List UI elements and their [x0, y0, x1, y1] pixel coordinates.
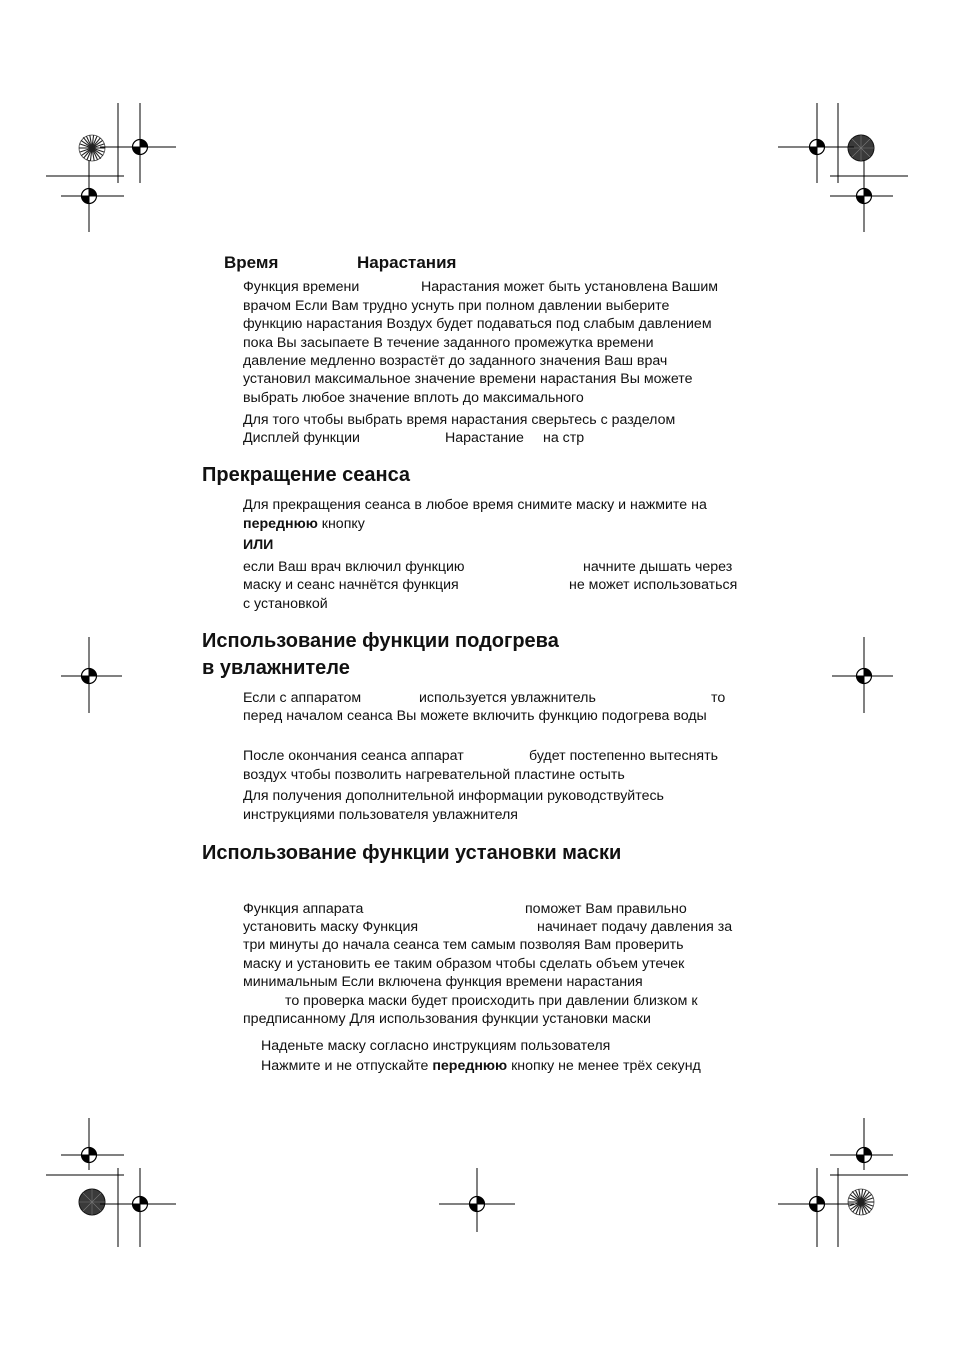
text-line: установить маску Функция	[243, 919, 419, 935]
text-line: если Ваш врач включил функцию	[243, 559, 465, 575]
text-line: Для того чтобы выбрать время нарастания сверьтесь с разделом	[243, 412, 676, 428]
text-line: Нарастания может быть установлена Вашим	[421, 279, 719, 295]
front-button-word: переднюю	[432, 1058, 508, 1074]
or-label: ИЛИ	[243, 537, 274, 553]
text-line: будет постепенно вытеснять	[529, 748, 719, 764]
text-fragment: Нажмите и не отпускайте	[261, 1058, 433, 1074]
text-line: установил максимальное значение времени нарастания Вы можете	[243, 371, 693, 387]
text-line: используется увлажнитель	[419, 690, 596, 706]
text-line: давление медленно возрастёт до заданного значения Ваш врач	[243, 353, 668, 369]
text-line: то	[711, 690, 726, 706]
text-line: воздух чтобы позволить нагревательной пластине остыть	[243, 767, 625, 783]
text-line: Функция аппарата	[243, 901, 364, 917]
text-line	[243, 516, 365, 532]
text-line: Для прекращения сеанса в любое время снимите маску и нажмите на	[243, 497, 707, 513]
text-line: предписанному Для использования функции установки маски	[243, 1011, 651, 1027]
text-fragment: кнопку не менее трёх секунд	[507, 1058, 701, 1074]
text-line: Если с аппаратом	[243, 690, 362, 706]
text-line: маску и сеанс начнётся функция	[243, 577, 459, 593]
text-line: Для получения дополнительной информации руководствуйтесь	[243, 788, 664, 804]
text-line: Дисплей функции	[243, 430, 360, 446]
step-2	[261, 1058, 701, 1074]
front-button-word: переднюю	[243, 516, 318, 532]
text-line: минимальным Если включена функция времени нарастания	[243, 974, 643, 990]
text-fragment: кнопку	[317, 516, 365, 532]
text-line: начните дышать через	[583, 559, 733, 575]
text-line: поможет Вам правильно	[525, 901, 687, 917]
text-line: пока Вы засыпаете В течение заданного промежутка времени	[243, 335, 654, 351]
text-line: инструкциями пользователя увлажнителя	[243, 807, 518, 823]
ramp-heading-word2: Нарастания	[357, 253, 457, 272]
heater-heading-line1: Использование функции подогрева	[202, 630, 559, 652]
text-line: функцию нарастания Воздух будет подаваться под слабым давлением	[243, 316, 712, 332]
step-1: Наденьте маску согласно инструкциям пользователя	[261, 1038, 611, 1054]
text-line: врачом Если Вам трудно уснуть при полном давлении выберите	[243, 298, 670, 314]
text-line: После окончания сеанса аппарат	[243, 748, 464, 764]
heater-heading-line2: в увлажнителе	[202, 657, 350, 679]
text-line: то проверка маски будет происходить при давлении близком к	[285, 993, 698, 1009]
text-line: начинает подачу давления за	[537, 919, 733, 935]
stop-heading: Прекращение сеанса	[202, 464, 411, 486]
mask-heading: Использование функции установки маски	[202, 842, 622, 864]
text-line: три минуты до начала сеанса тем самым позволяя Вам проверить	[243, 937, 684, 953]
text-line: на стр	[543, 430, 585, 446]
text-line: с установкой	[243, 596, 328, 612]
text-line: выбрать любое значение вплоть до максимального	[243, 390, 584, 406]
ramp-heading-word1: Время	[224, 253, 279, 272]
text-line: Нарастание	[445, 430, 524, 446]
text-line: перед началом сеанса Вы можете включить функцию подогрева воды	[243, 708, 707, 724]
text-line: Функция времени	[243, 279, 360, 295]
text-line: не может использоваться	[569, 577, 738, 593]
text-line: маску и установить ее таким образом чтобы сделать объем утечек	[243, 956, 685, 972]
